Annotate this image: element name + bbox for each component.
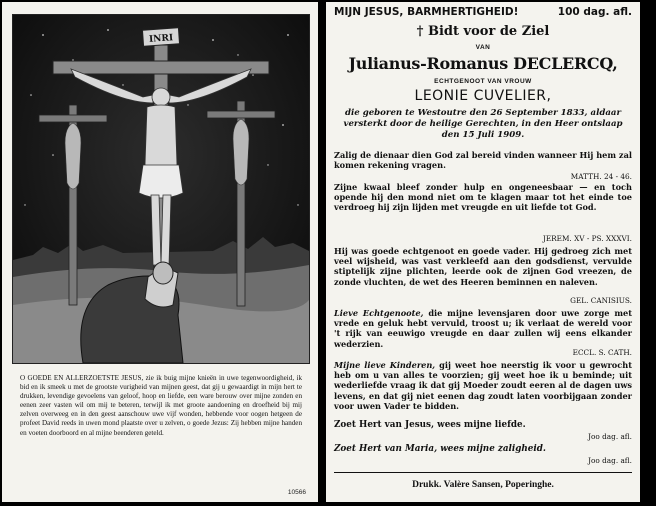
deceased-name: Julianus-Romanus DECLERCQ, xyxy=(348,54,618,73)
header-invocation: MIJN JESUS, BARMHERTIGHEID! xyxy=(334,6,519,18)
pray-text: Bidt voor de Ziel xyxy=(428,24,550,39)
verse-3-ref: GEL. CANISIUS. xyxy=(570,296,632,305)
printer-imprint: Drukk. Valère Sansen, Poperinghe. xyxy=(412,480,554,490)
verse-3: Hij was goede echtgenoot en goede vader. Hij gedroeg zich met veel wijsheid, was vast verkleefd aan den godsdienst, vervulde stiptelijk zijne plichten, leerde ook de zijnen God vreezen, de zonde vluchten, de wet des Heeren beminnen en naleven. xyxy=(334,246,632,287)
verse-5 xyxy=(334,360,632,411)
prayer-sacred-heart-ref: Joo dag. afl. xyxy=(588,432,632,441)
header-indulgence: 100 dag. afl. xyxy=(557,6,632,18)
spouse-name: LEONIE CUVELIER, xyxy=(414,88,552,104)
indulgence-header xyxy=(334,6,632,18)
inri-caption: INRI xyxy=(148,33,174,45)
crucifixion-image xyxy=(13,15,309,363)
prayer-text: O GOEDE EN ALLERZOETSTE JESUS, zie ik buig mijne knieën in uwe tegenwoordigheid, ik bid en ik smeek u met de grootste vurigheid van mijnen geest, dat gij u gewaardigt in mijn hert te drukken, levendige gevoelens van geloof, hoop en liefde, een ware berouw over mijne zonden en eenen zeer vasten wil om mij te beteren, terwijl ik met groote aandoening en droefheid bij mij zelven overweeg en in den geest aanschouw uwe vijf wonden, hebbende voor oogen hetgeen de profeet David reeds in uwen mond plaatste over u zelven, o goede Jezus: Zij hebben mijne handen en voeten doorboord en al mijne beenderen geteld. xyxy=(20,374,302,437)
memorial-card-back xyxy=(326,2,640,502)
verse-2: Zijne kwaal bleef zonder hulp en ongeneesbaar — en toch opende hij den mond niet om te klagen maar tot het einde toe verdroeg hij zijn lijden met vreugde en uit liefde tot God. xyxy=(334,182,632,213)
memorial-card-front xyxy=(2,2,318,502)
prayer-mary-ref: Joo dag. afl. xyxy=(588,456,632,465)
pray-line xyxy=(334,24,632,39)
biography: die geboren te Westoutre den 26 September 1833, aldaar versterkt door de heilige Gerechten, in den Heer ontslaap den 15 Juli 1909. xyxy=(343,108,623,140)
plate-number: 10566 xyxy=(287,489,306,496)
crucifixion-engraving xyxy=(12,14,310,364)
verse-1: Zalig de dienaar dien God zal bereid vinden wanneer Hij hem zal komen rekening vragen. xyxy=(334,150,632,171)
footer-divider xyxy=(334,472,632,473)
prayer-mary: Zoet Hert van Maria, wees mijne zaligheid. xyxy=(334,444,546,454)
verse-4-lead: Lieve Echtgenoote, xyxy=(334,308,424,318)
verse-5-text: gij weet hoe neerstig ik voor u gewrocht heb om u van alles te voorzien; gij weet hoe ik u beminde; uit wederliefde vraag ik dat gij Moeder zoudt eeren al de dagen uws levens, en dat gij niet eenen dag zoudt laten voorbijgaan zonder voor uwen Vader te bidden. xyxy=(334,360,632,411)
cross-icon: † xyxy=(416,24,424,39)
verse-4-text: die mijne levensjaren door uwe zorge met vrede en geluk hebt vervuld, troost u; ik verlaat de wereld voor 't rijk van eeuwigo vreugde en daar zullen wij eens elkander wederzien. xyxy=(334,308,632,349)
prayer-sacred-heart: Zoet Hert van Jesus, wees mijne liefde. xyxy=(334,420,526,430)
verse-5-lead: Mijne lieve Kinderen, xyxy=(334,360,436,370)
verse-1-ref: MATTH. 24 - 46. xyxy=(570,172,632,181)
verse-2-ref: JEREM. XV - PS. XXXVI. xyxy=(542,234,632,243)
spouse-label: ECHTGENOOT VAN VROUW xyxy=(434,78,532,85)
verse-4 xyxy=(334,308,632,349)
van-label: VAN xyxy=(475,44,491,51)
prayer-block xyxy=(20,374,302,482)
verse-4-ref: ECCL. S. CATH. xyxy=(572,348,632,357)
